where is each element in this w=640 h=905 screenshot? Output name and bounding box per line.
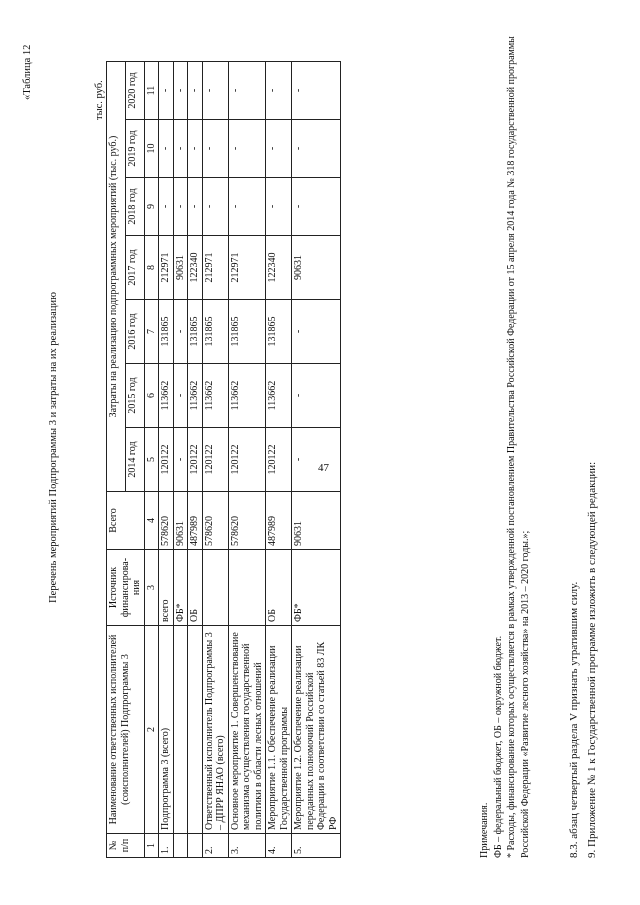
header-year: 2018 год xyxy=(125,178,144,236)
row-year-value: 122340 xyxy=(188,236,203,300)
col-number: 8 xyxy=(144,236,159,300)
row-name xyxy=(173,626,188,834)
row-year-value: - xyxy=(159,178,174,236)
row-total: 90631 xyxy=(292,492,341,550)
row-total: 487989 xyxy=(266,492,292,550)
row-year-value: 120122 xyxy=(228,428,266,492)
header-source: Источник финансирова-ния xyxy=(107,550,145,626)
row-source xyxy=(202,550,228,626)
row-total: 578620 xyxy=(159,492,174,550)
row-year-value: - xyxy=(266,120,292,178)
notes-line-1: ФБ – федеральный бюджет, ОБ – окружной бюджет. xyxy=(492,635,504,858)
table-row xyxy=(159,62,174,858)
row-year-value: 131865 xyxy=(202,300,228,364)
row-year-value: 113662 xyxy=(188,364,203,428)
row-year-value: 120122 xyxy=(202,428,228,492)
table-row xyxy=(188,62,203,858)
row-year-value: - xyxy=(228,120,266,178)
row-year-value: - xyxy=(202,178,228,236)
row-year-value: - xyxy=(292,364,341,428)
row-year-value: - xyxy=(173,300,188,364)
row-num xyxy=(188,834,203,858)
row-year-value: 212971 xyxy=(159,236,174,300)
row-year-value: 113662 xyxy=(159,364,174,428)
row-year-value: - xyxy=(292,62,341,120)
header-year: 2019 год xyxy=(125,120,144,178)
row-year-value: 131865 xyxy=(188,300,203,364)
row-total: 578620 xyxy=(228,492,266,550)
row-total: 487989 xyxy=(188,492,203,550)
row-year-value: 120122 xyxy=(266,428,292,492)
row-name: Ответственный исполнитель Подпрограммы 3 – ДПРР ЯНАО (всего) xyxy=(202,626,228,834)
row-year-value: 90631 xyxy=(292,236,341,300)
row-year-value: - xyxy=(266,178,292,236)
column-number-row xyxy=(144,62,159,858)
row-year-value: - xyxy=(202,120,228,178)
notes-heading: Примечания. xyxy=(479,802,490,858)
row-num: 4. xyxy=(266,834,292,858)
row-num: 1. xyxy=(159,834,174,858)
row-year-value: 113662 xyxy=(228,364,266,428)
row-source: ФБ* xyxy=(173,550,188,626)
row-num: 5. xyxy=(292,834,341,858)
row-year-value: 131865 xyxy=(228,300,266,364)
col-number: 7 xyxy=(144,300,159,364)
edit-item-8-3: 8.3. абзац четвертый раздела V признать утратившим силу. xyxy=(568,581,580,858)
table-caption: «Таблица 12 xyxy=(22,44,33,100)
row-name: Мероприятие 1.2. Обеспечение реализации переданных полномочий Российской Федерации в соответствии со статьей 83 ЛК РФ xyxy=(292,626,341,834)
row-year-value: 131865 xyxy=(159,300,174,364)
row-year-value: 212971 xyxy=(202,236,228,300)
row-year-value: - xyxy=(292,428,341,492)
unit-label: тыс. руб. xyxy=(94,80,105,120)
row-year-value: - xyxy=(173,428,188,492)
row-year-value: - xyxy=(188,120,203,178)
row-year-value: - xyxy=(159,120,174,178)
row-year-value: - xyxy=(173,178,188,236)
row-source: ОБ xyxy=(188,550,203,626)
row-source: ФБ* xyxy=(292,550,341,626)
row-year-value: - xyxy=(228,62,266,120)
table-title: Перечень мероприятий Подпрограммы 3 и затраты на их реализацию xyxy=(48,292,59,603)
header-year: 2017 год xyxy=(125,236,144,300)
col-number: 2 xyxy=(144,626,159,834)
row-name xyxy=(188,626,203,834)
row-num xyxy=(173,834,188,858)
row-name: Основное мероприятие 1. Совершенствование механизма осуществления государственной политики в области лесных отношений xyxy=(228,626,266,834)
table-row xyxy=(173,62,188,858)
col-number: 5 xyxy=(144,428,159,492)
row-year-value: 131865 xyxy=(266,300,292,364)
row-name: Мероприятие 1.1. Обеспечение реализации Государственной программы xyxy=(266,626,292,834)
col-number: 9 xyxy=(144,178,159,236)
row-year-value: - xyxy=(202,62,228,120)
col-number: 3 xyxy=(144,550,159,626)
header-year: 2016 год xyxy=(125,300,144,364)
costs-table xyxy=(106,61,341,858)
edit-item-9: 9. Приложение № 1 к Государственной программе изложить в следующей редакции: xyxy=(586,461,598,858)
row-year-value: 122340 xyxy=(266,236,292,300)
row-year-value: - xyxy=(292,300,341,364)
row-num: 3. xyxy=(228,834,266,858)
row-year-value: - xyxy=(173,120,188,178)
row-year-value: 90631 xyxy=(173,236,188,300)
row-year-value: - xyxy=(292,178,341,236)
row-source: всего xyxy=(159,550,174,626)
row-year-value: - xyxy=(159,62,174,120)
row-year-value: - xyxy=(266,62,292,120)
header-num: № п/п xyxy=(107,834,145,858)
row-total: 578620 xyxy=(202,492,228,550)
table-row xyxy=(228,62,266,858)
row-year-value: - xyxy=(292,120,341,178)
row-num: 2. xyxy=(202,834,228,858)
header-costs: Затраты на реализацию подпрограммных мероприятий (тыс. руб.) xyxy=(107,62,126,492)
rotated-page-content xyxy=(0,15,640,880)
row-year-value: - xyxy=(188,178,203,236)
row-year-value: - xyxy=(173,62,188,120)
row-year-value: - xyxy=(228,178,266,236)
row-year-value: 120122 xyxy=(188,428,203,492)
row-name: Подпрограмма 3 (всего) xyxy=(159,626,174,834)
row-total: 90631 xyxy=(173,492,188,550)
row-year-value: - xyxy=(188,62,203,120)
col-number: 11 xyxy=(144,62,159,120)
row-year-value: 113662 xyxy=(202,364,228,428)
row-year-value: 113662 xyxy=(266,364,292,428)
row-year-value: 212971 xyxy=(228,236,266,300)
table-row xyxy=(202,62,228,858)
header-year: 2014 год xyxy=(125,428,144,492)
header-total: Всего xyxy=(107,492,145,550)
notes-block xyxy=(478,28,532,858)
row-year-value: - xyxy=(173,364,188,428)
page-number: 47 xyxy=(318,462,329,474)
col-number: 4 xyxy=(144,492,159,550)
col-number: 6 xyxy=(144,364,159,428)
col-number: 1 xyxy=(144,834,159,858)
header-year: 2020 год xyxy=(125,62,144,120)
row-year-value: 120122 xyxy=(159,428,174,492)
notes-line-2: * Расходы, финансирование которых осуществляется в рамках утвержденной постановлением Правительства Российской Федерации от 15 апреля 2014 года № 318 государственной программы Российской Федерации «Развитие лесного хозяйства» на 2013 – 2020 годы.»; xyxy=(506,36,531,858)
row-source: ОБ xyxy=(266,550,292,626)
header-name: Наименование ответственных исполнителей (соисполнителей) Подпрограммы 3 xyxy=(107,626,145,834)
header-year: 2015 год xyxy=(125,364,144,428)
table-row xyxy=(266,62,292,858)
col-number: 10 xyxy=(144,120,159,178)
row-source xyxy=(228,550,266,626)
table-row xyxy=(292,62,341,858)
table-body xyxy=(159,62,341,858)
